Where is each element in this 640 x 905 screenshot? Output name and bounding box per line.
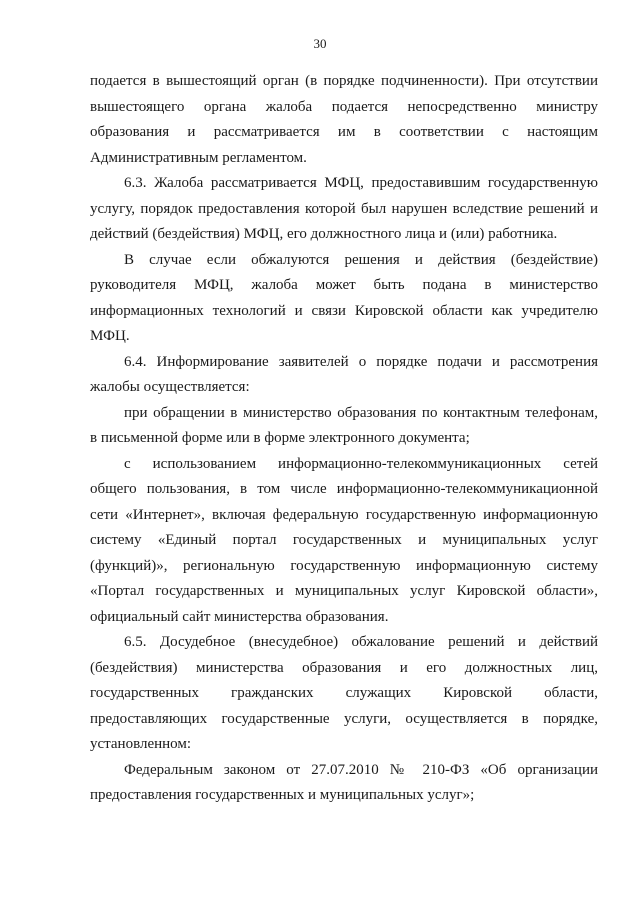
text-line: 6.5. Досудебное (внесудебное) обжалование решений и действий: [124, 634, 598, 650]
text-line: образования и рассматривается им в соответствии с настоящим: [90, 124, 598, 140]
text-line: действий (бездействия) МФЦ, его должностного лица и (или) работника.: [90, 226, 558, 242]
text-line: в письменной форме или в форме электронного документа;: [90, 430, 470, 446]
text-line: предоставления государственных и муниципальных услуг»;: [90, 787, 475, 803]
document-body: [90, 69, 598, 809]
text-line: 6.4. Информирование заявителей о порядке подачи и рассмотрения: [124, 353, 598, 370]
text-line: систему «Единый портал государственных и муниципальных услуг: [90, 532, 598, 548]
text-line: вышестоящего органа жалоба подается непосредственно министру: [90, 98, 598, 115]
text-line: услугу, порядок предоставления которой был нарушен вследствие решений и: [90, 200, 598, 217]
text-line: жалобы осуществляется:: [90, 379, 250, 395]
text-line: установленном:: [90, 736, 192, 752]
paragraph: [90, 758, 598, 809]
text-line: руководителя МФЦ, жалоба может быть подана в министерство: [90, 277, 598, 293]
paragraph: [90, 69, 598, 171]
paragraph: [90, 248, 598, 350]
text-line: при обращении в министерство образования по контактным телефонам,: [124, 404, 598, 421]
text-line: Административным регламентом.: [90, 149, 307, 166]
text-line: общего пользования, в том числе информационно-телекоммуникационной: [90, 481, 598, 497]
paragraph: [90, 630, 598, 758]
text-line: В случае если обжалуются решения и действия (бездействие): [124, 251, 598, 268]
text-line: информационных технологий и связи Кировской области как учредителю: [90, 302, 598, 319]
paragraph: [90, 401, 598, 452]
text-line: «Портал государственных и муниципальных услуг Кировской области»,: [90, 583, 598, 599]
paragraph: [90, 171, 598, 248]
text-line: (бездействия) министерства образования и его должностных лиц,: [90, 659, 598, 676]
text-line: подается в вышестоящий орган (в порядке подчиненности). При отсутствии: [90, 73, 598, 89]
text-line: государственных гражданских служащих Кировской области,: [90, 685, 598, 701]
text-line: 6.3. Жалоба рассматривается МФЦ, предоставившим государственную: [124, 175, 598, 191]
text-line: предоставляющих государственные услуги, осуществляется в порядке,: [90, 710, 598, 727]
text-line: МФЦ.: [90, 328, 130, 344]
text-line: Федеральным законом от 27.07.2010 № 210-ФЗ «Об организации: [124, 761, 598, 778]
page-number: 30: [313, 36, 327, 51]
text-line: с использованием информационно-телекоммуникационных сетей: [124, 455, 598, 472]
paragraph: [90, 452, 598, 631]
text-line: (функций)», региональную государственную информационную систему: [90, 557, 598, 574]
text-line: официальный сайт министерства образования.: [90, 608, 389, 625]
text-line: сети «Интернет», включая федеральную государственную информационную: [90, 506, 598, 523]
paragraph: [90, 350, 598, 401]
